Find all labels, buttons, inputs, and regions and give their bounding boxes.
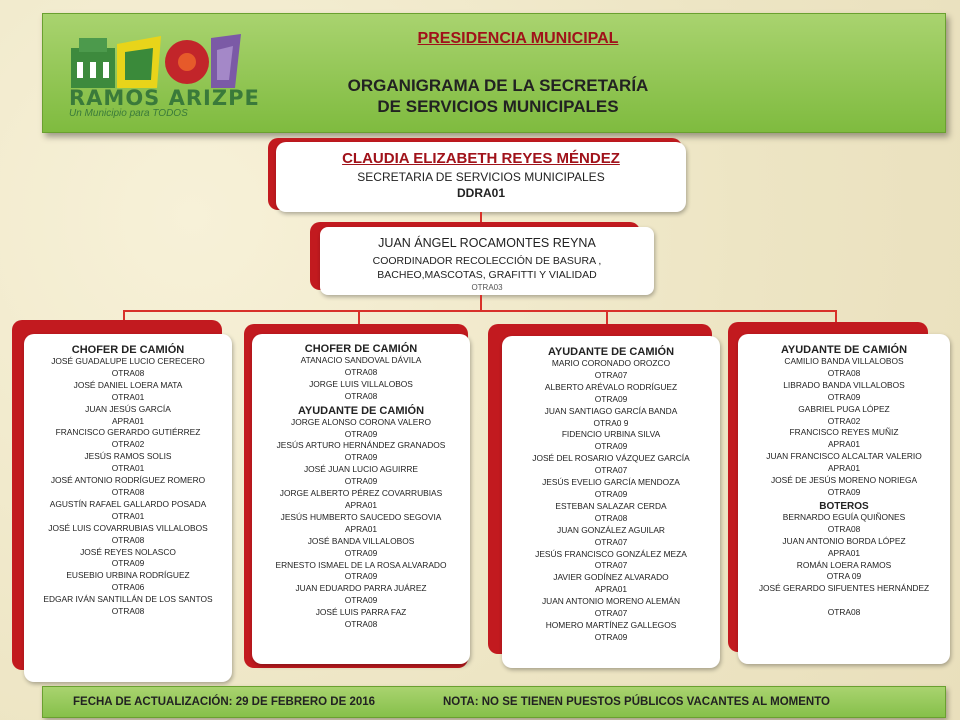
list-item: APRA01 bbox=[827, 439, 861, 450]
list-item: OTRA08 bbox=[111, 367, 145, 378]
list-item: ERNESTO ISMAEL DE LA ROSA ALVARADO bbox=[275, 559, 447, 570]
secretary-code: DDRA01 bbox=[456, 186, 505, 200]
list-item: OTRA09 bbox=[827, 486, 861, 497]
list-item: OTRA09 bbox=[594, 441, 628, 452]
list-item: ROMÁN LOERA RAMOS bbox=[796, 559, 892, 570]
list-item: JOSÉ LUIS COVARRUBIAS VILLALOBOS bbox=[48, 522, 208, 533]
list-item: OTRA07 bbox=[594, 465, 628, 476]
list-item: EUSEBIO URBINA RODRÍGUEZ bbox=[66, 570, 190, 581]
list-item: FRANCISCO REYES MUÑIZ bbox=[789, 427, 899, 438]
list-item: CAMILIO BANDA VILLALOBOS bbox=[784, 356, 904, 366]
list-item: OTRA09 bbox=[344, 452, 378, 463]
list-item: APRA01 bbox=[344, 523, 378, 534]
column3-box bbox=[502, 336, 720, 668]
column2-list bbox=[252, 355, 470, 403]
list-item: OTRA0 9 bbox=[593, 417, 629, 428]
list-item: JUAN EDUARDO PARRA JUÁREZ bbox=[295, 583, 427, 594]
list-item: JOSÉ ANTONIO RODRÍGUEZ ROMERO bbox=[50, 475, 206, 486]
list-item: JUAN SANTIAGO GARCÍA BANDA bbox=[544, 405, 678, 416]
list-item: OTRA06 bbox=[111, 582, 145, 593]
column4-title: AYUDANTE DE CAMIÓN bbox=[780, 344, 908, 356]
list-item: OTRA09 bbox=[594, 393, 628, 404]
list-item: JOSÉ GERARDO SIFUENTES HERNÁNDEZ bbox=[758, 583, 930, 594]
list-item: JORGE ALONSO CORONA VALERO bbox=[291, 416, 431, 427]
list-item: OTRA02 bbox=[827, 415, 861, 426]
list-item: OTRA08 bbox=[344, 390, 378, 401]
list-item: JOSÉ JUAN LUCIO AGUIRRE bbox=[303, 464, 418, 475]
list-item: OTRA07 bbox=[594, 536, 628, 547]
list-item: JOSÉ GUADALUPE LUCIO CERECERO bbox=[51, 356, 205, 366]
list-item: JESÚS RAMOS SOLIS bbox=[84, 451, 172, 462]
list-item: JESÚS FRANCISCO GONZÁLEZ MEZA bbox=[535, 548, 687, 559]
list-item: JOSÉ BANDA VILLALOBOS bbox=[307, 535, 415, 546]
list-item: OTRA 09 bbox=[826, 571, 862, 582]
coordinator-name: JUAN ÁNGEL ROCAMONTES REYNA bbox=[378, 236, 596, 250]
list-item: OTRA02 bbox=[111, 439, 145, 450]
column1-box bbox=[24, 334, 232, 682]
column3-list bbox=[502, 358, 720, 644]
column2-list2 bbox=[252, 417, 470, 631]
list-item: APRA01 bbox=[594, 584, 628, 595]
list-item: OTRA08 bbox=[111, 534, 145, 545]
page-subtitle-line1: ORGANIGRAMA DE LA SECRETARÍA bbox=[347, 76, 649, 95]
list-item: JOSÉ REYES NOLASCO bbox=[80, 546, 176, 557]
column4-box bbox=[738, 334, 950, 664]
list-item: JESÚS ARTURO HERNÁNDEZ GRANADOS bbox=[276, 440, 446, 451]
secretary-box bbox=[276, 142, 686, 212]
connector-line bbox=[606, 310, 608, 324]
column4-list bbox=[738, 356, 950, 499]
column1-title: CHOFER DE CAMIÓN bbox=[71, 344, 185, 356]
footer-note: NOTA: NO SE TIENEN PUESTOS PÚBLICOS VACANTES AL MOMENTO bbox=[443, 696, 830, 708]
list-item: OTRA09 bbox=[594, 488, 628, 499]
list-item: OTRA09 bbox=[827, 391, 861, 402]
list-item: OTRA08 bbox=[594, 512, 628, 523]
list-item: BERNARDO EGUÍA QUIÑONES bbox=[782, 511, 906, 522]
secretary-name: CLAUDIA ELIZABETH REYES MÉNDEZ bbox=[342, 150, 620, 167]
connector-line bbox=[358, 310, 360, 324]
list-item: OTRA08 bbox=[111, 606, 145, 617]
secretary-role: SECRETARIA DE SERVICIOS MUNICIPALES bbox=[357, 170, 605, 184]
list-item: JOSÉ DEL ROSARIO VÁZQUEZ GARCÍA bbox=[532, 453, 690, 464]
column4-list2 bbox=[738, 512, 950, 619]
list-item: JAVIER GODÍNEZ ALVARADO bbox=[553, 572, 669, 583]
list-item: GABRIEL PUGA LÓPEZ bbox=[798, 403, 890, 414]
list-item: JOSÉ LUIS PARRA FAZ bbox=[315, 607, 407, 618]
column2-title: CHOFER DE CAMIÓN bbox=[304, 343, 418, 355]
header-banner bbox=[42, 13, 946, 133]
logo-subtitle: Un Municipio para TODOS bbox=[69, 108, 188, 119]
list-item: JORGE ALBERTO PÉREZ COVARRUBIAS bbox=[279, 488, 443, 499]
list-item: APRA01 bbox=[111, 415, 145, 426]
list-item: OTRA07 bbox=[594, 560, 628, 571]
list-item: OTRA08 bbox=[827, 367, 861, 378]
list-item: APRA01 bbox=[827, 463, 861, 474]
list-item: OTRA07 bbox=[594, 369, 628, 380]
list-item: OTRA08 bbox=[111, 486, 145, 497]
list-item: OTRA09 bbox=[344, 595, 378, 606]
list-item: OTRA09 bbox=[344, 428, 378, 439]
list-item: ESTEBAN SALAZAR CERDA bbox=[555, 500, 667, 511]
list-item: JUAN JESÚS GARCÍA bbox=[85, 403, 171, 414]
connector-line bbox=[123, 310, 836, 312]
list-item: ALBERTO ARÉVALO RODRÍGUEZ bbox=[544, 381, 678, 392]
column2-box bbox=[252, 334, 470, 664]
list-item: OTRA09 bbox=[344, 571, 378, 582]
list-item: JORGE LUIS VILLALOBOS bbox=[309, 378, 413, 389]
list-item: FIDENCIO URBINA SILVA bbox=[561, 429, 661, 440]
list-item: OTRA08 bbox=[827, 523, 861, 534]
list-item: JOSÉ DE JESÚS MORENO NORIEGA bbox=[770, 475, 918, 486]
list-item: OTRA09 bbox=[111, 558, 145, 569]
list-item: APRA01 bbox=[344, 499, 378, 510]
list-item: OTRA09 bbox=[344, 476, 378, 487]
list-item: OTRA09 bbox=[344, 547, 378, 558]
list-item: AGUSTÍN RAFAEL GALLARDO POSADA bbox=[49, 498, 207, 509]
list-item: FRANCISCO GERARDO GUTIÉRREZ bbox=[55, 427, 201, 438]
list-item: OTRA09 bbox=[594, 631, 628, 642]
list-item bbox=[738, 595, 950, 607]
logo-text: RAMOS ARIZPE bbox=[69, 86, 260, 110]
list-item: HOMERO MARTÍNEZ GALLEGOS bbox=[545, 619, 677, 630]
page-subtitle-line2: DE SERVICIOS MUNICIPALES bbox=[377, 97, 619, 116]
list-item: OTRA08 bbox=[344, 619, 378, 630]
list-item: OTRA07 bbox=[594, 608, 628, 619]
list-item: OTRA08 bbox=[827, 607, 861, 618]
coordinator-box bbox=[320, 227, 654, 295]
footer-date: FECHA DE ACTUALIZACIÓN: 29 DE FEBRERO DE 2016 bbox=[73, 696, 376, 708]
footer-bar bbox=[42, 686, 946, 718]
column1-list bbox=[24, 356, 232, 618]
coordinator-role-line2: BACHEO,MASCOTAS, GRAFITTI Y VIALIDAD bbox=[377, 269, 597, 281]
list-item: ATANACIO SANDOVAL DÁVILA bbox=[300, 355, 422, 365]
list-item: JUAN ANTONIO BORDA LÓPEZ bbox=[782, 535, 906, 546]
list-item: EDGAR IVÁN SANTILLÁN DE LOS SANTOS bbox=[43, 594, 213, 605]
list-item: JESÚS HUMBERTO SAUCEDO SEGOVIA bbox=[280, 511, 442, 522]
coordinator-role-line1: COORDINADOR RECOLECCIÓN DE BASURA , bbox=[372, 255, 602, 267]
list-item: MARIO CORONADO OROZCO bbox=[551, 358, 671, 368]
list-item: APRA01 bbox=[827, 547, 861, 558]
list-item: JUAN ANTONIO MORENO ALEMÁN bbox=[541, 596, 681, 607]
list-item: OTRA01 bbox=[111, 463, 145, 474]
list-item: OTRA01 bbox=[111, 391, 145, 402]
coordinator-code: OTRA03 bbox=[471, 283, 503, 292]
list-item: LIBRADO BANDA VILLALOBOS bbox=[783, 379, 905, 390]
list-item: JOSÉ DANIEL LOERA MATA bbox=[73, 379, 183, 390]
column3-title: AYUDANTE DE CAMIÓN bbox=[547, 346, 675, 358]
list-item: JUAN GONZÁLEZ AGUILAR bbox=[557, 524, 665, 535]
list-item: JUAN FRANCISCO ALCALTAR VALERIO bbox=[766, 451, 922, 462]
column4-title2: BOTEROS bbox=[819, 500, 869, 512]
list-item: OTRA01 bbox=[111, 510, 145, 521]
connector-line bbox=[480, 295, 482, 311]
page-title: PRESIDENCIA MUNICIPAL bbox=[417, 30, 619, 47]
column2-title2: AYUDANTE DE CAMIÓN bbox=[297, 404, 425, 417]
list-item: OTRA08 bbox=[344, 366, 378, 377]
list-item: JESÚS EVELIO GARCÍA MENDOZA bbox=[542, 477, 680, 488]
